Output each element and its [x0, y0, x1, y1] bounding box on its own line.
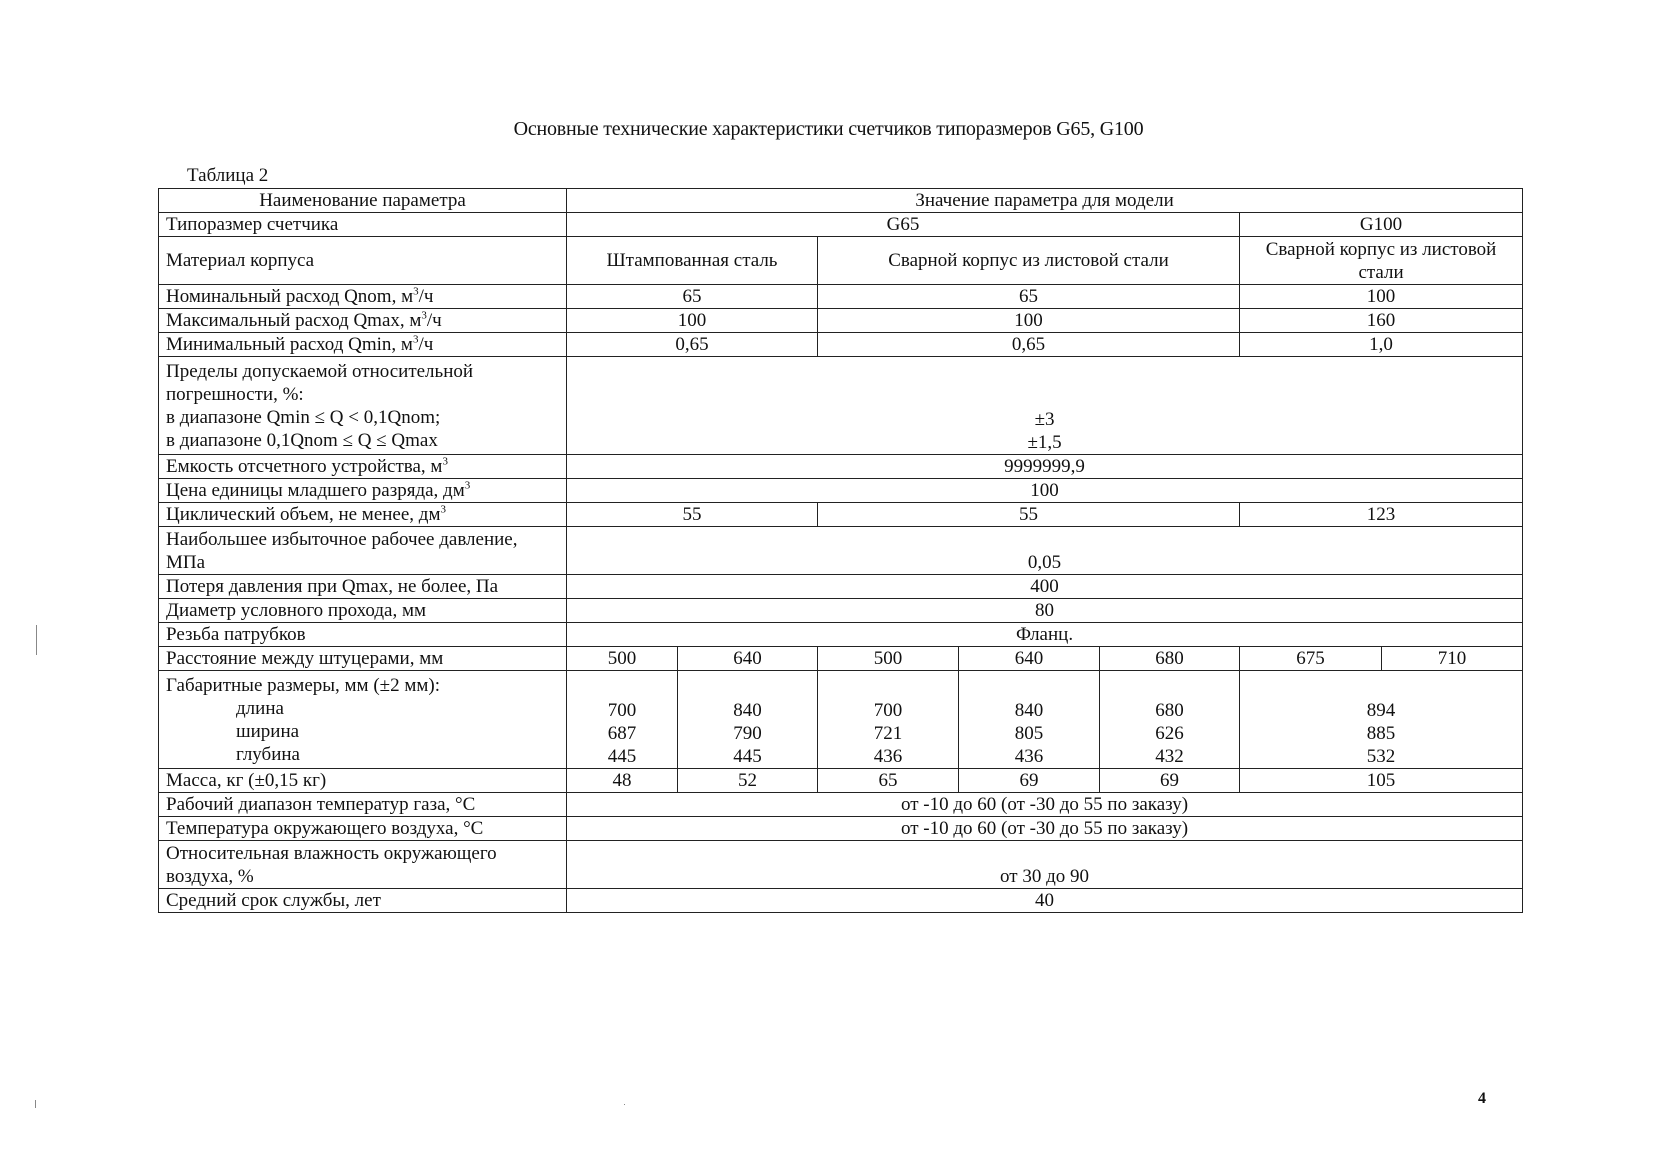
table-row-size [159, 213, 1523, 237]
length-value: 700 [873, 700, 903, 721]
dimension-cell [678, 671, 818, 769]
depth-value: 532 [1366, 746, 1396, 767]
value-cell: 80 [567, 599, 1523, 623]
table-row-fitting-distance [159, 647, 1523, 671]
label-text: Максимальный расход Qmax, м [166, 310, 422, 331]
value-cell: 675 [1240, 647, 1382, 671]
width-value: 626 [1155, 723, 1184, 744]
table-row-dimensions [159, 671, 1523, 769]
value-cell: 9999999,9 [567, 455, 1523, 479]
table-row-thread [159, 623, 1523, 647]
value-cell: 105 [1240, 769, 1523, 793]
value-cell: 0,05 [567, 527, 1523, 575]
value-column-header: Значение параметра для модели [567, 189, 1523, 213]
param-label: Резьба патрубков [159, 623, 567, 647]
dimension-cell [959, 671, 1100, 769]
value-cell: 65 [567, 285, 818, 309]
value-cell: Фланц. [567, 623, 1523, 647]
sub-label-length: длина [236, 697, 284, 719]
value-cell: 1,0 [1240, 333, 1523, 357]
param-label [159, 333, 567, 357]
table-row-service-life [159, 889, 1523, 913]
length-value: 840 [1014, 700, 1044, 721]
param-label: Типоразмер счетчика [159, 213, 567, 237]
value-cell: 710 [1382, 647, 1523, 671]
value-cell: 640 [959, 647, 1100, 671]
dimension-cell [1100, 671, 1240, 769]
table-header-row [159, 189, 1523, 213]
table-row-material [159, 237, 1523, 285]
table-row-error-limits [159, 357, 1523, 455]
value-cell: 500 [567, 647, 678, 671]
value-cell [567, 357, 1523, 455]
table-row-cyclic-volume [159, 503, 1523, 527]
length-value: 840 [733, 700, 762, 721]
unit-tail: /ч [426, 310, 442, 331]
size-g65: G65 [567, 213, 1240, 237]
length-value: 894 [1366, 700, 1396, 721]
label-text: Циклический объем, не менее, дм [166, 504, 441, 525]
label-line: Габаритные размеры, мм (±2 мм): [166, 674, 440, 696]
param-label [159, 671, 567, 769]
material-g65-welded: Сварной корпус из листовой стали [818, 237, 1240, 285]
value-cell: 0,65 [818, 333, 1240, 357]
param-label [159, 285, 567, 309]
value-cell: 69 [959, 769, 1100, 793]
sub-label-depth: глубина [236, 743, 300, 765]
value-cell: от -10 до 60 (от -30 до 55 по заказу) [567, 793, 1523, 817]
document-title: Основные технические характеристики счетчиков типоразмеров G65, G100 [513, 118, 1144, 140]
label-text: Емкость отсчетного устройства, м [166, 456, 443, 477]
value-cell: от -10 до 60 (от -30 до 55 по заказу) [567, 817, 1523, 841]
page-number: 4 [1478, 1090, 1486, 1107]
unit-superscript: 3 [421, 309, 427, 322]
depth-value: 445 [733, 746, 762, 767]
value-cell: 0,65 [567, 333, 818, 357]
value-cell: 160 [1240, 309, 1523, 333]
param-label: Расстояние между штуцерами, мм [159, 647, 567, 671]
value-cell: 55 [818, 503, 1240, 527]
label-line: в диапазоне 0,1Qnom ≤ Q ≤ Qmax [166, 429, 438, 451]
value-cell: от 30 до 90 [567, 841, 1523, 889]
value-cell: 400 [567, 575, 1523, 599]
material-g100-welded: Сварной корпус из листовой стали [1240, 237, 1523, 285]
table-row-max-pressure [159, 527, 1523, 575]
value-cell: 40 [567, 889, 1523, 913]
value-cell: 48 [567, 769, 678, 793]
label-line: Пределы допускаемой относительной [166, 360, 474, 382]
table-row-pressure-loss [159, 575, 1523, 599]
dimension-cell [1240, 671, 1523, 769]
table-row-humidity [159, 841, 1523, 889]
specifications-table [158, 188, 1523, 913]
width-value: 805 [1014, 723, 1044, 744]
unit-tail: /ч [418, 334, 434, 355]
param-label: Рабочий диапазон температур газа, °С [159, 793, 567, 817]
param-label: Наибольшее избыточное рабочее давление, МПа [159, 527, 567, 575]
param-label: Потеря давления при Qmax, не более, Па [159, 575, 567, 599]
table-row-qnom [159, 285, 1523, 309]
value-cell: 65 [818, 285, 1240, 309]
label-text: Минимальный расход Qmin, м [166, 334, 413, 355]
table-row-air-temperature [159, 817, 1523, 841]
table-row-unit-price [159, 479, 1523, 503]
table-row-capacity [159, 455, 1523, 479]
width-value: 721 [873, 723, 903, 744]
param-label: Температура окружающего воздуха, °С [159, 817, 567, 841]
param-label: Масса, кг (±0,15 кг) [159, 769, 567, 793]
depth-value: 436 [1014, 746, 1044, 767]
value-cell: 500 [818, 647, 959, 671]
width-value: 790 [733, 723, 762, 744]
value-cell: 100 [1240, 285, 1523, 309]
unit-superscript: 3 [464, 479, 471, 492]
value-cell: 55 [567, 503, 818, 527]
table-row-qmax [159, 309, 1523, 333]
param-label: Диаметр условного прохода, мм [159, 599, 567, 623]
unit-superscript: 3 [442, 455, 448, 468]
depth-value: 436 [873, 746, 903, 767]
size-g100: G100 [1240, 213, 1523, 237]
unit-tail: /ч [418, 286, 434, 307]
sub-label-width: ширина [236, 720, 300, 742]
param-label [159, 309, 567, 333]
depth-value: 432 [1155, 746, 1184, 767]
value-cell: 65 [818, 769, 959, 793]
param-label: Относительная влажность окружающего воздуха, % [159, 841, 567, 889]
value-cell: 100 [567, 479, 1523, 503]
dimension-cell [818, 671, 959, 769]
table-row-mass [159, 769, 1523, 793]
unit-superscript: 3 [413, 285, 419, 298]
error-high-range: ±1,5 [1027, 432, 1062, 453]
table-row-diameter [159, 599, 1523, 623]
width-value: 687 [607, 723, 637, 744]
label-text: Номинальный расход Qnom, м [166, 286, 414, 307]
label-line: погрешности, %: [166, 383, 304, 405]
material-g65-stamped: Штампованная сталь [567, 237, 818, 285]
value-cell: 100 [567, 309, 818, 333]
depth-value: 445 [607, 746, 637, 767]
label-line: в диапазоне Qmin ≤ Q < 0,1Qnom; [166, 406, 441, 428]
unit-superscript: 3 [412, 333, 419, 346]
scan-speck [624, 1104, 625, 1105]
error-low-range: ±3 [1034, 409, 1055, 430]
table-caption: Таблица 2 [187, 165, 269, 186]
value-cell: 52 [678, 769, 818, 793]
param-label [159, 479, 567, 503]
scan-speck [35, 1100, 36, 1108]
param-label [159, 503, 567, 527]
value-cell: 100 [818, 309, 1240, 333]
unit-superscript: 3 [440, 503, 446, 516]
length-value: 680 [1155, 700, 1184, 721]
table-row-gas-temperature [159, 793, 1523, 817]
param-label: Материал корпуса [159, 237, 567, 285]
param-label [159, 357, 567, 455]
value-cell: 123 [1240, 503, 1523, 527]
width-value: 885 [1366, 723, 1396, 744]
param-label: Средний срок службы, лет [159, 889, 567, 913]
value-cell: 640 [678, 647, 818, 671]
param-column-header: Наименование параметра [159, 189, 567, 213]
dimension-cell [567, 671, 678, 769]
value-cell: 69 [1100, 769, 1240, 793]
length-value: 700 [607, 700, 637, 721]
value-cell: 680 [1100, 647, 1240, 671]
scan-speck [36, 625, 37, 655]
param-label [159, 455, 567, 479]
label-text: Цена единицы младшего разряда, дм [166, 480, 465, 501]
table-row-qmin [159, 333, 1523, 357]
